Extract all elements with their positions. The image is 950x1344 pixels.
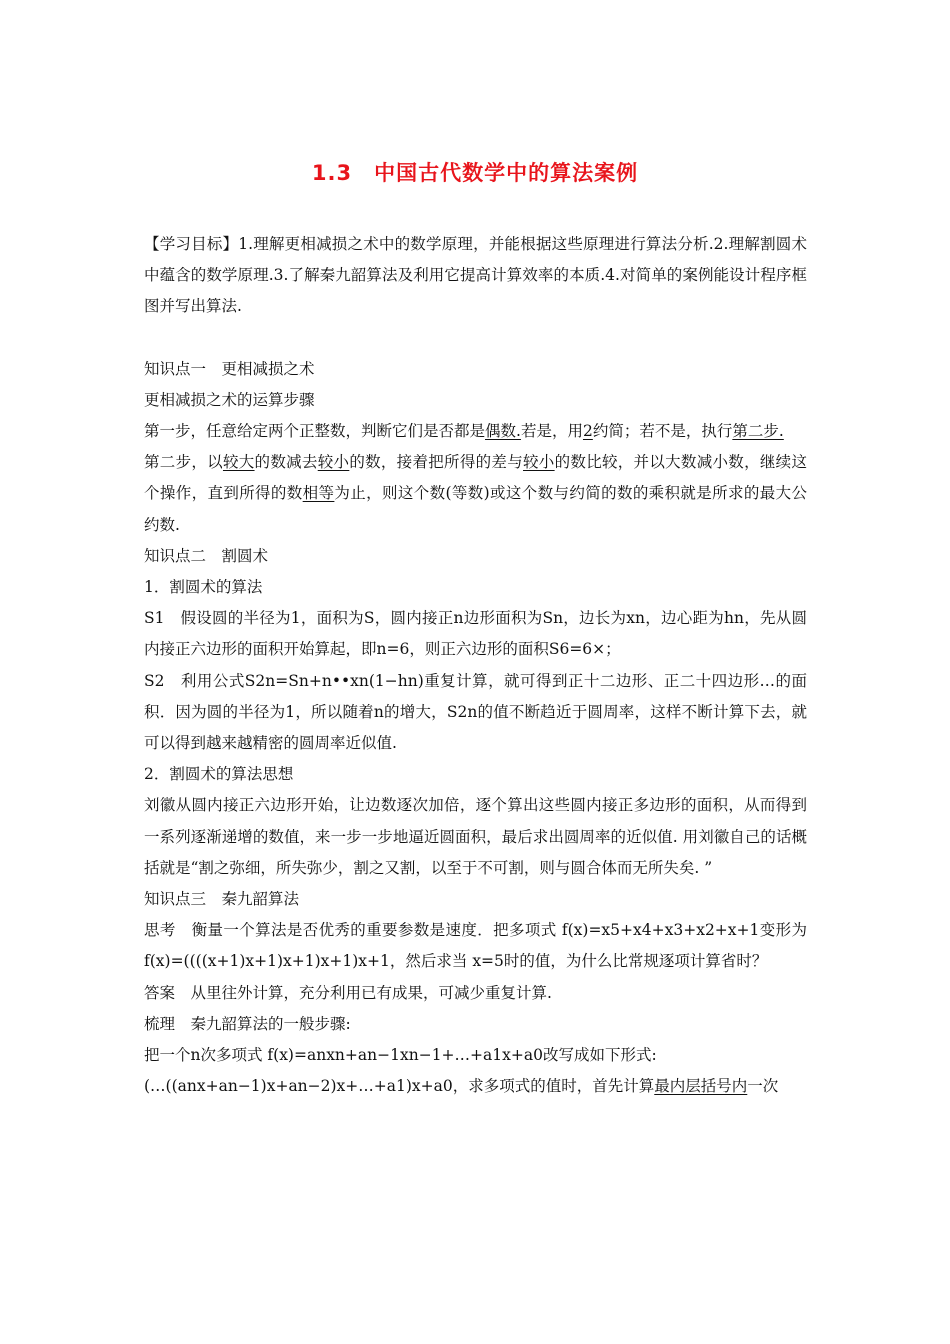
summary-text: 秦九韶算法的一般步骤:	[190, 1014, 351, 1033]
step-text: 若是，用	[520, 422, 583, 441]
section-heading-2: 知识点二 割圆术	[144, 546, 269, 565]
step-text: 的数，接着把所得的差与	[349, 453, 524, 472]
answer-paragraph	[144, 978, 807, 1009]
algorithm-step-s2: S2 利用公式S2n=Sn+n••xn(1−hn)重复计算，就可得到正十二边形、正二十四边形…的面积．因为圆的半径为1，所以随着n的增大，S2n的值不断趋近于圆周率，这样不断计算下去，就可以得到越来越精密的圆周率近似值.	[144, 671, 807, 753]
answer-blank: 偶数.	[485, 422, 521, 441]
answer-text: 从里往外计算，充分利用已有成果，可减少重复计算.	[190, 983, 552, 1002]
step-one	[144, 416, 807, 447]
step-two	[144, 447, 807, 541]
step-text: 为止，则这个数(等数)或这个数与约简的数的乘积就是所求的最大公约数.	[144, 484, 807, 534]
think-text: 衡量一个算法是否优秀的重要参数是速度．把多项式 f(x)=x5+x4+x3+x2+x+1变形为 f(x)=((((x+1)x+1)x+1)x+1)x+1，然后求当 x=5时的值，为什么比常规逐项计算省时？	[144, 921, 807, 971]
section-sub-2-1: 1．割圆术的算法	[144, 578, 263, 597]
section-heading-1: 知识点一 更相减损之术	[144, 359, 315, 378]
think-paragraph	[144, 915, 807, 977]
answer-blank: 2	[582, 422, 593, 441]
step-text: 的数比较，并以大数减小数，继续这个操作，直到所得的数	[144, 453, 807, 503]
goals-text: 1.理解更相减损之术中的数学原理，并能根据这些原理进行算法分析.2.理解割圆术中蕴含的数学原理.3.了解秦九韶算法及利用它提高计算效率的本质.4.对简单的案例能设计程序框图并写出算法.	[144, 235, 807, 316]
step-text: 的数减去	[254, 453, 318, 472]
think-label: 思考	[144, 921, 176, 940]
liu-hui-paragraph: 刘徽从圆内接正六边形开始，让边数逐次加倍，逐个算出这些圆内接正多边形的面积，从而得到一系列逐渐递增的数值，来一步一步地逼近圆面积，最后求出圆周率的近似值. 用刘徽自己的话概括就是“割之弥细，所失弥少，割之又割，以至于不可割，则与圆合体而无所失矣. ”	[144, 796, 807, 877]
section-sub-1: 更相减损之术的运算步骤	[144, 390, 315, 409]
goals-label: 【学习目标】	[144, 235, 239, 253]
step-text: 第二步，以	[144, 453, 223, 472]
answer-blank: 第二步.	[732, 422, 784, 441]
answer-blank: 较大	[222, 453, 255, 472]
page-title: 1.3 中国古代数学中的算法案例	[311, 161, 639, 185]
answer-label: 答案	[144, 983, 176, 1002]
main-content	[144, 229, 807, 1102]
learning-goals	[144, 229, 807, 323]
polynomial-line: 把一个n次多项式 f(x)=anxn+an−1xn−1+…+a1x+a0改写成如下形式:	[144, 1046, 657, 1065]
summary-label: 梳理	[144, 1014, 176, 1033]
summary-paragraph	[144, 1009, 807, 1040]
step-text: 第一步，任意给定两个正整数，判断它们是否都是	[144, 422, 486, 441]
answer-blank: 相等	[302, 484, 335, 503]
algorithm-step-s1: S1 假设圆的半径为1，面积为S，圆内接正n边形面积为Sn，边长为xn，边心距为hn，先从圆内接正六边形的面积开始算起，即n=6，则正六边形的面积S6=6×；	[144, 609, 807, 659]
horner-text: 一次	[747, 1077, 779, 1096]
horner-form-line	[144, 1071, 807, 1102]
answer-blank: 较小	[523, 453, 555, 472]
section-heading-3: 知识点三 秦九韶算法	[144, 890, 300, 909]
horner-text: (…((anx+an−1)x+an−2)x+…+a1)x+a0，求多项式的值时，首先计算	[144, 1077, 655, 1096]
answer-blank: 最内层括号内	[654, 1077, 748, 1096]
answer-blank: 较小	[317, 453, 350, 472]
step-text: 约简；若不是，执行	[592, 422, 733, 441]
section-sub-2-2: 2．割圆术的算法思想	[144, 765, 294, 784]
